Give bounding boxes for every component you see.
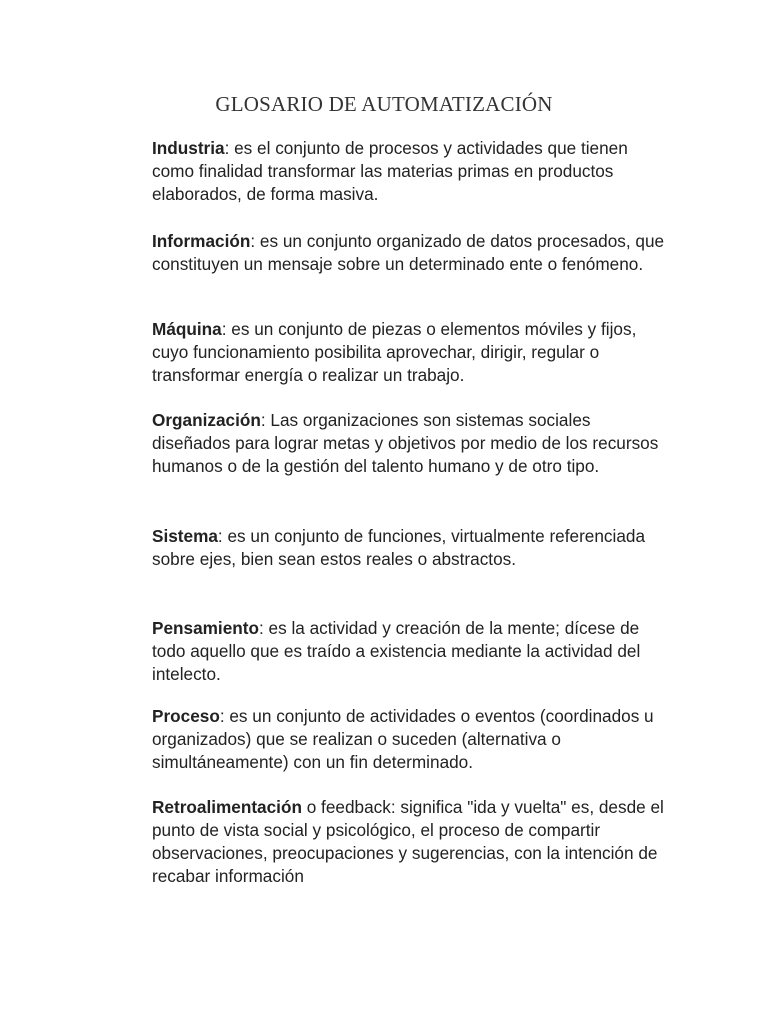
- glossary-entry-organizacion: [152, 409, 672, 478]
- glossary-entry-maquina: [152, 318, 672, 387]
- glossary-term: Información: [152, 231, 251, 251]
- glossary-term: Industria: [152, 138, 225, 158]
- document-title: GLOSARIO DE AUTOMATIZACIÓN: [215, 92, 553, 116]
- glossary-definition: : es un conjunto de piezas o elementos móviles y fijos, cuyo funcionamiento posibilita aprovechar, dirigir, regular o transformar energía o realizar un trabajo.: [152, 319, 637, 385]
- glossary-definition: : es un conjunto de funciones, virtualmente referenciada sobre ejes, bien sean estos reales o abstractos.: [152, 526, 646, 569]
- glossary-entry-sistema: [152, 525, 672, 571]
- glossary-term: Proceso: [152, 706, 220, 726]
- glossary-entry-industria: [152, 137, 672, 206]
- glossary-term: Retroalimentación: [152, 797, 302, 817]
- glossary-definition: : es el conjunto de procesos y actividades que tienen como finalidad transformar las materias primas en productos elaborados, de forma masiva.: [152, 138, 628, 204]
- glossary-term: Máquina: [152, 319, 222, 339]
- glossary-definition: : es la actividad y creación de la mente; dícese de todo aquello que es traído a existencia mediante la actividad del intelecto.: [152, 618, 641, 684]
- glossary-definition: : Las organizaciones son sistemas sociales diseñados para lograr metas y objetivos por medio de los recursos humanos o de la gestión del talento humano y de otro tipo.: [152, 410, 659, 476]
- glossary-entry-proceso: [152, 705, 672, 774]
- glossary-entry-informacion: [152, 230, 672, 276]
- glossary-entry-retroalimentacion: [152, 796, 672, 888]
- glossary-term: Sistema: [152, 526, 218, 546]
- glossary-definition: : es un conjunto de actividades o eventos (coordinados u organizados) que se realizan o suceden (alternativa o simultáneamente) con un fin determinado.: [152, 706, 654, 772]
- glossary-definition: o feedback: significa "ida y vuelta" es, desde el punto de vista social y psicológico, el proceso de compartir observaciones, preocupaciones y sugerencias, con la intención de recabar información: [152, 797, 664, 886]
- glossary-term: Pensamiento: [152, 618, 259, 638]
- glossary-definition: : es un conjunto organizado de datos procesados, que constituyen un mensaje sobre un determinado ente o fenómeno.: [152, 231, 665, 274]
- glossary-term: Organización: [152, 410, 261, 430]
- glossary-entry-pensamiento: [152, 617, 672, 686]
